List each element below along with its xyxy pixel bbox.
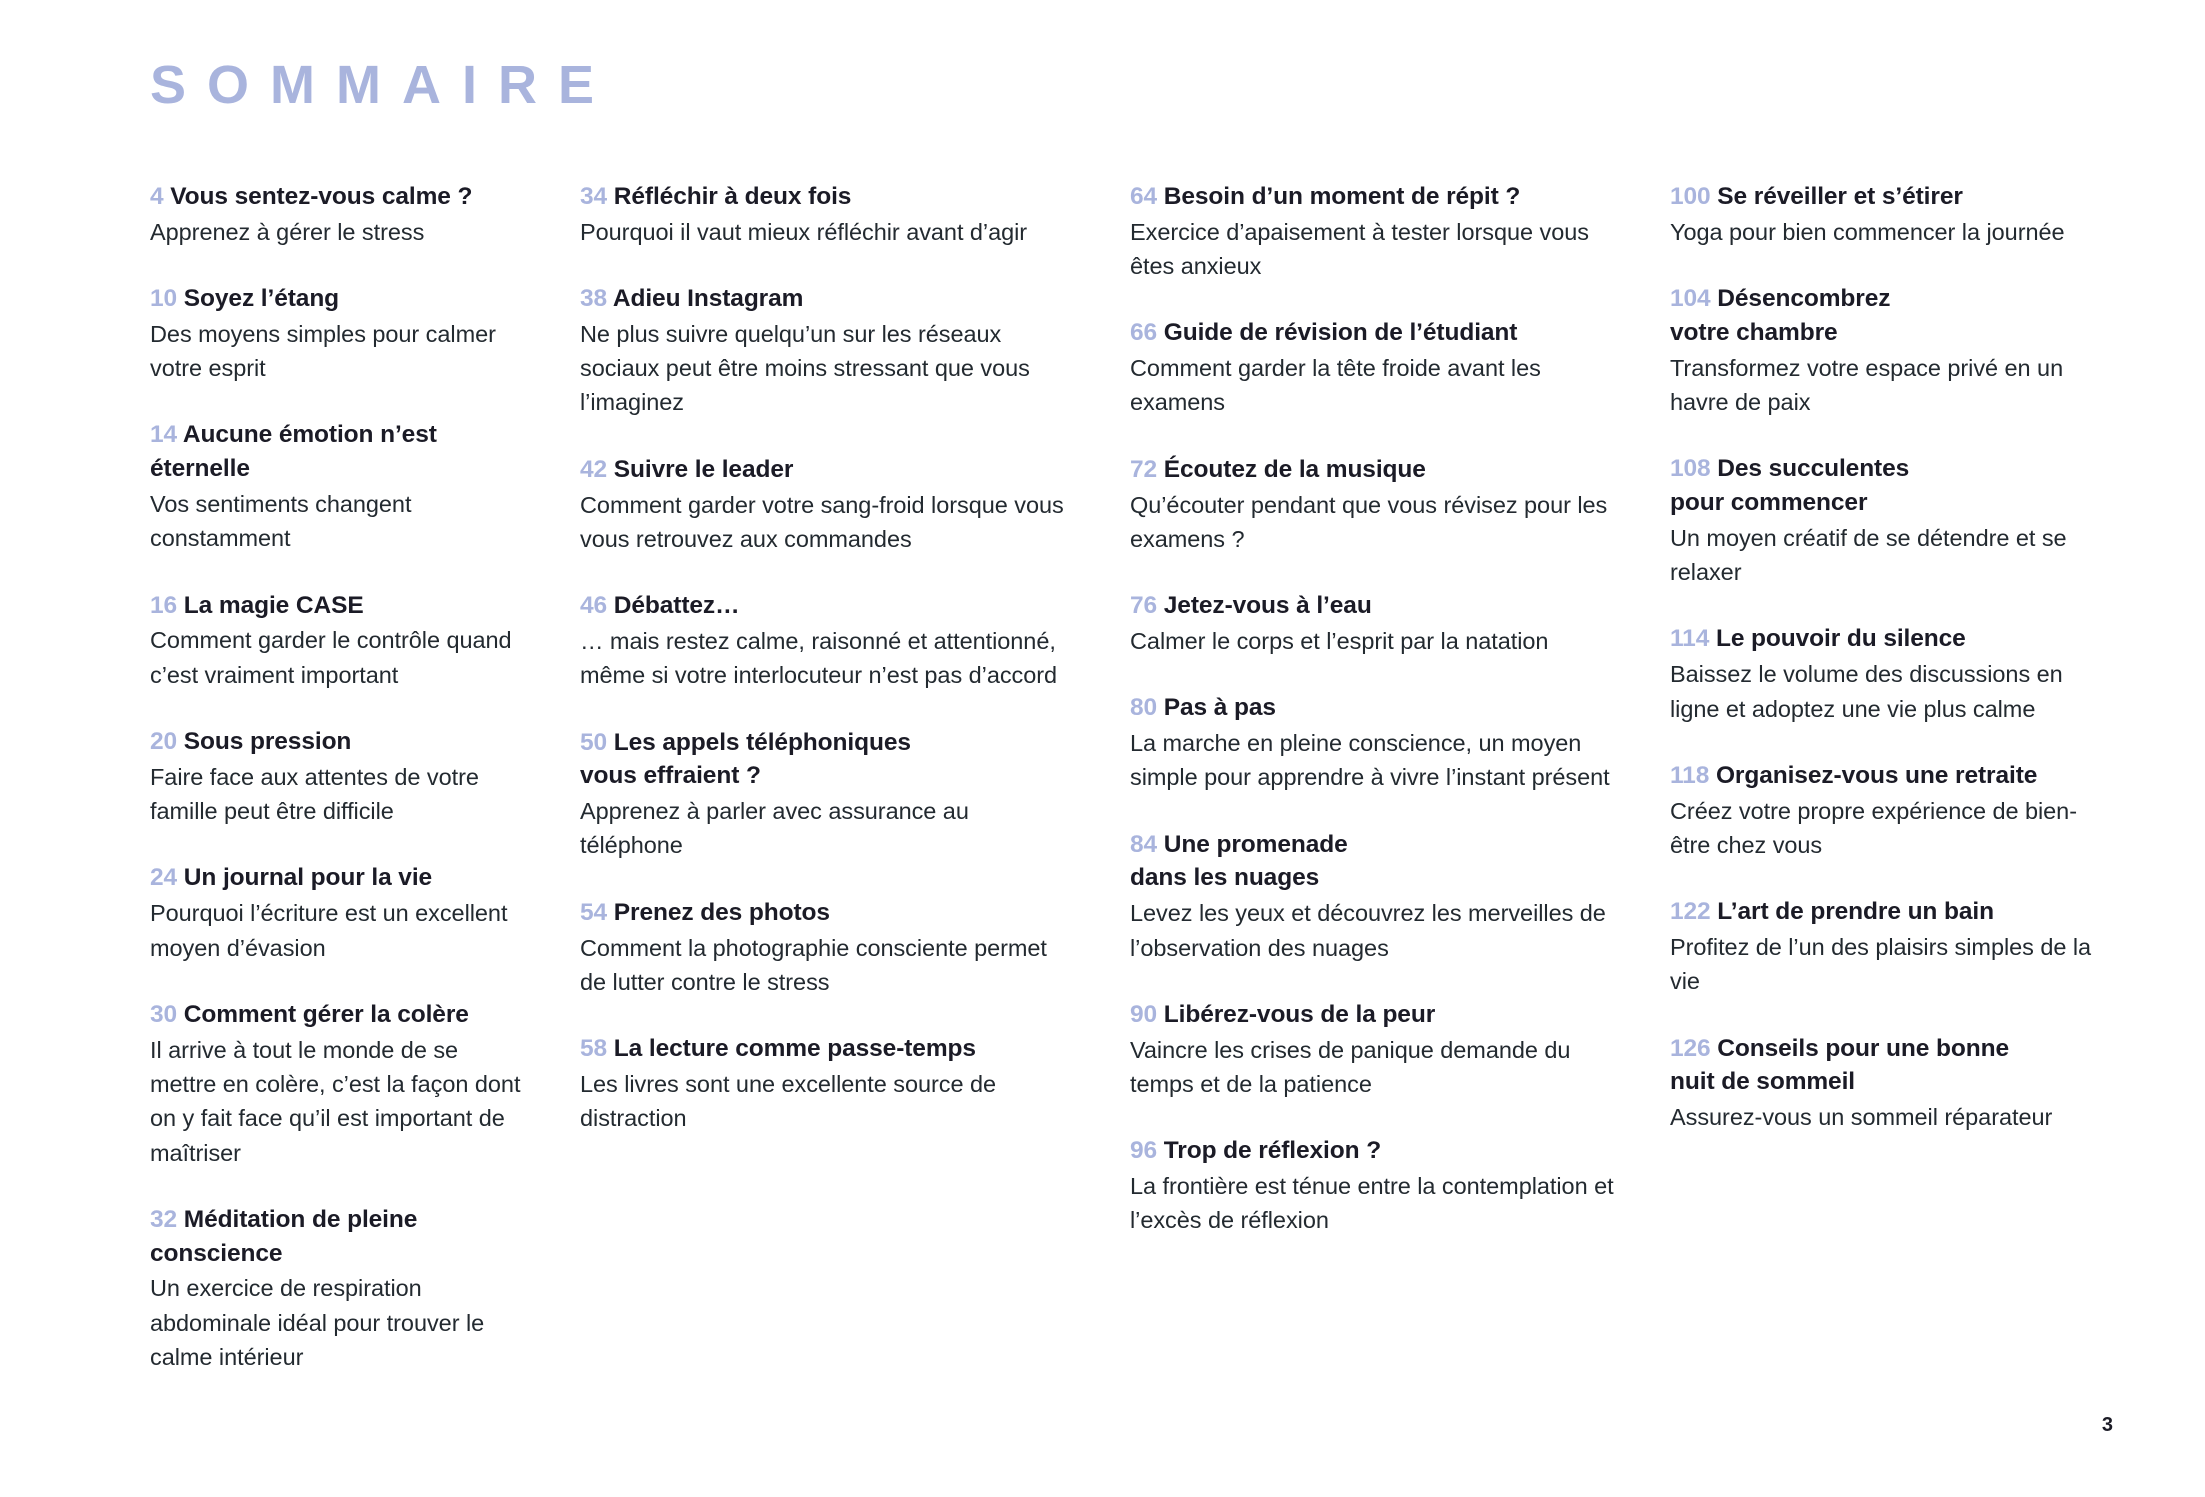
toc-entry[interactable] [1130, 691, 1622, 794]
toc-entry-heading [580, 896, 1070, 930]
toc-entry-page-number[interactable]: 32 [150, 1205, 178, 1233]
page-title: SOMMAIRE [150, 55, 615, 115]
toc-entry-title: Adieu Instagram [612, 285, 804, 313]
toc-entry-page-number[interactable]: 46 [580, 592, 608, 620]
toc-entry-page-number[interactable]: 72 [1130, 455, 1158, 483]
toc-entry-page-number[interactable]: 30 [150, 1000, 178, 1028]
toc-entry-description: Vaincre les crises de panique demande du temps et de la patience [1130, 1036, 1571, 1097]
toc-entry[interactable] [150, 725, 528, 828]
toc-entry-page-number[interactable]: 126 [1670, 1034, 1711, 1062]
toc-entry-heading [1670, 622, 2110, 656]
toc-entry-description: Apprenez à gérer le stress [150, 218, 425, 245]
toc-entry-page-number[interactable]: 108 [1670, 455, 1711, 483]
toc-entry[interactable] [580, 180, 1070, 249]
toc-entry[interactable] [1130, 828, 1622, 965]
toc-entry[interactable] [1130, 998, 1622, 1101]
toc-entry-title: Débattez… [613, 592, 740, 620]
toc-entry-description: Vos sentiments changent constamment [150, 491, 412, 552]
toc-entry-title: Besoin d’un moment de répit ? [1163, 183, 1521, 210]
toc-entry[interactable] [580, 726, 1070, 863]
toc-entry-heading [1670, 1032, 2110, 1066]
toc-entry-page-number[interactable]: 114 [1670, 625, 1710, 653]
toc-column-2 [580, 180, 1130, 1374]
toc-entry-title-line2: nuit de sommeil [1670, 1068, 1856, 1096]
toc-entry-heading [1130, 589, 1622, 623]
toc-entry-title: Méditation de pleine [183, 1205, 418, 1233]
toc-entry-description: Comment garder la tête froide avant les examens [1130, 355, 1541, 416]
toc-entry-title: La lecture comme passe-temps [613, 1035, 976, 1063]
toc-entry-description: Calmer le corps et l’esprit par la natation [1130, 627, 1549, 654]
toc-entry-page-number[interactable]: 84 [1130, 830, 1158, 858]
toc-entry-description: Transformez votre espace privé en un havre de paix [1670, 354, 2064, 415]
toc-entry-title: Réfléchir à deux fois [613, 183, 852, 210]
toc-entry[interactable] [1670, 622, 2110, 725]
toc-entry-title: Vous sentez-vous calme ? [170, 183, 473, 210]
toc-entry-page-number[interactable]: 64 [1130, 183, 1158, 210]
toc-entry-title: Écoutez de la musique [1163, 455, 1426, 483]
toc-entry-page-number[interactable]: 4 [150, 183, 164, 210]
toc-entry-title: Comment gérer la colère [183, 1000, 469, 1028]
toc-entry-page-number[interactable]: 16 [150, 591, 178, 619]
toc-entry-heading [150, 998, 528, 1032]
toc-entry-heading [580, 726, 1070, 760]
toc-entry[interactable] [150, 589, 528, 692]
toc-entry-description: Faire face aux attentes de votre famille peut être difficile [150, 763, 479, 825]
toc-entry-heading [150, 180, 528, 214]
toc-entry-title: Le pouvoir du silence [1715, 625, 1966, 653]
toc-entry[interactable] [580, 589, 1070, 692]
toc-entry[interactable] [1670, 452, 2110, 589]
toc-entry-description: Apprenez à parler avec assurance au téléphone [580, 798, 969, 859]
toc-entry-page-number[interactable]: 20 [150, 728, 178, 756]
toc-entry[interactable] [1670, 759, 2110, 862]
toc-entry-title: L’art de prendre un bain [1717, 898, 1994, 926]
toc-entry-page-number[interactable]: 54 [580, 898, 608, 926]
toc-entry-description: Yoga pour bien commencer la journée [1670, 218, 2065, 245]
toc-entry-description: Baissez le volume des discussions en ligne et adoptez une vie plus calme [1670, 661, 2063, 722]
toc-entry-description: Levez les yeux et découvrez les merveilles de l’observation des nuages [1130, 900, 1606, 961]
toc-entry[interactable] [150, 282, 528, 385]
toc-entry-heading [150, 589, 528, 623]
toc-entry[interactable] [1130, 453, 1622, 556]
toc-entry[interactable] [1670, 1032, 2110, 1135]
toc-entry-title: Conseils pour une bonne [1717, 1034, 2010, 1062]
toc-entry-description: Comment garder votre sang-froid lorsque vous vous retrouvez aux commandes [580, 491, 1064, 552]
toc-entry-description: … mais restez calme, raisonné et attentionné, même si votre interlocuteur n’est pas d’accord [580, 627, 1058, 689]
toc-entry-heading [1670, 452, 2110, 486]
toc-entry[interactable] [150, 418, 528, 555]
toc-entry[interactable] [580, 896, 1070, 999]
toc-entry-heading [1130, 828, 1622, 862]
toc-entry-page-number[interactable]: 90 [1130, 1000, 1158, 1028]
toc-column-4 [1670, 180, 2110, 1374]
toc-entry-title: Se réveiller et s’étirer [1717, 183, 1963, 210]
toc-entry-page-number[interactable]: 104 [1670, 285, 1711, 313]
toc-entry-heading [1670, 895, 2110, 929]
toc-entry-heading [1130, 998, 1622, 1032]
toc-entry[interactable] [1130, 316, 1622, 419]
toc-entry-title-line2: vous effraient ? [580, 762, 761, 790]
toc-column-1 [150, 180, 580, 1374]
toc-entry-heading [1670, 759, 2110, 793]
toc-entry-heading [1130, 453, 1622, 487]
toc-entry-title: Prenez des photos [613, 898, 830, 926]
toc-entry-page-number[interactable]: 122 [1670, 898, 1711, 926]
toc-entry-title: Libérez-vous de la peur [1163, 1000, 1436, 1028]
toc-entry-description: Pourquoi il vaut mieux réfléchir avant d’agir [580, 218, 1028, 245]
toc-entry-heading [580, 180, 1070, 214]
toc-entry-title: Les appels téléphoniques [613, 728, 911, 756]
toc-entry-description: Comment la photographie consciente permet de lutter contre le stress [580, 934, 1047, 995]
toc-entry-title: Aucune émotion n’est éternelle [150, 421, 437, 483]
toc-entry[interactable] [1670, 180, 2110, 249]
toc-entry-description: Exercice d’apaisement à tester lorsque vous êtes anxieux [1130, 218, 1589, 280]
toc-entry-heading [150, 725, 528, 759]
toc-entry-title: Guide de révision de l’étudiant [1163, 319, 1518, 347]
toc-entry-page-number[interactable]: 42 [580, 455, 608, 483]
toc-entry-description: Pourquoi l’écriture est un excellent moyen d’évasion [150, 900, 508, 961]
toc-entry-title-line2: pour commencer [1670, 489, 1868, 517]
toc-entry-heading [580, 1032, 1070, 1066]
toc-entry[interactable] [150, 180, 528, 249]
toc-entry-page-number[interactable]: 38 [580, 285, 608, 313]
toc-entry-title: Organisez-vous une retraite [1715, 761, 2038, 789]
toc-entry-description: Ne plus suivre quelqu’un sur les réseaux sociaux peut être moins stressant que vous l’imaginez [580, 320, 1030, 416]
toc-entry-title: Désencombrez [1717, 285, 1891, 313]
toc-entry-title-line2: votre chambre [1670, 318, 1838, 346]
toc-entry-title: Sous pression [183, 728, 352, 756]
toc-entry[interactable] [1670, 282, 2110, 419]
toc-entry-description: Comment garder le contrôle quand c’est vraiment important [150, 627, 512, 688]
toc-entry-page-number[interactable]: 66 [1130, 319, 1158, 347]
toc-column-3 [1130, 180, 1670, 1374]
toc-entry-title: Trop de réflexion ? [1163, 1137, 1382, 1165]
toc-entry-page-number[interactable]: 10 [150, 285, 178, 313]
toc-entry-page-number[interactable]: 50 [580, 728, 608, 756]
toc-entry-heading [150, 282, 528, 316]
toc-entry-heading [1130, 691, 1622, 725]
toc-entry-title-line2: conscience [150, 1239, 283, 1267]
toc-entry-page-number[interactable]: 100 [1670, 183, 1711, 210]
toc-entry-description: Des moyens simples pour calmer votre esprit [150, 320, 496, 382]
toc-entry-heading [150, 861, 528, 895]
toc-entry[interactable] [1130, 589, 1622, 658]
toc-entry-title: Soyez l’étang [183, 285, 340, 313]
toc-entry-heading [1130, 180, 1622, 214]
toc-entry-heading [580, 453, 1070, 487]
toc-entry[interactable] [1130, 180, 1622, 283]
toc-entry-description: Un moyen créatif de se détendre et se relaxer [1670, 524, 2067, 586]
toc-columns [150, 180, 2110, 1374]
toc-entry[interactable] [150, 998, 528, 1170]
toc-entry[interactable] [150, 861, 528, 964]
toc-entry-heading [580, 282, 1070, 316]
toc-entry-page-number[interactable]: 24 [150, 864, 178, 892]
toc-entry-heading [1130, 316, 1622, 350]
toc-entry-description: Créez votre propre expérience de bien-être chez vous [1670, 797, 2077, 858]
toc-entry-page-number[interactable]: 14 [150, 421, 178, 449]
toc-entry-heading [1670, 282, 2110, 316]
toc-entry-description: Qu’écouter pendant que vous révisez pour les examens ? [1130, 491, 1608, 552]
toc-entry-title: Un journal pour la vie [183, 864, 433, 892]
toc-entry-heading [580, 589, 1070, 623]
toc-entry[interactable] [1130, 1134, 1622, 1237]
toc-entry-description: Assurez-vous un sommeil réparateur [1670, 1104, 2053, 1131]
toc-entry-description: La marche en pleine conscience, un moyen simple pour apprendre à vivre l’instant présent [1130, 730, 1610, 791]
toc-entry-page-number[interactable]: 76 [1130, 592, 1158, 620]
toc-entry-title: Suivre le leader [613, 455, 794, 483]
toc-entry-heading [1130, 1134, 1622, 1168]
toc-entry[interactable] [580, 282, 1070, 420]
toc-entry-title: Jetez-vous à l’eau [1163, 592, 1372, 620]
toc-entry-page-number[interactable]: 96 [1130, 1137, 1158, 1165]
toc-entry-description: La frontière est ténue entre la contemplation et l’excès de réflexion [1130, 1173, 1614, 1234]
toc-entry[interactable] [1670, 895, 2110, 998]
toc-entry-description: Un exercice de respiration abdominale idéal pour trouver le calme intérieur [150, 1275, 485, 1371]
toc-entry-title: Pas à pas [1163, 694, 1276, 722]
toc-entry[interactable] [580, 453, 1070, 556]
toc-entry-heading [150, 418, 528, 486]
toc-entry-page-number[interactable]: 118 [1670, 761, 1710, 789]
toc-entry-page-number[interactable]: 34 [580, 183, 608, 210]
toc-entry-description: Profitez de l’un des plaisirs simples de la vie [1670, 934, 2092, 995]
toc-entry-title: La magie CASE [183, 591, 364, 619]
toc-entry-page-number[interactable]: 58 [580, 1035, 608, 1063]
toc-entry-title: Des succulentes [1717, 455, 1910, 483]
toc-entry[interactable] [150, 1203, 528, 1374]
toc-entry-description: Il arrive à tout le monde de se mettre en colère, c’est la façon dont on y fait face qu’il est important de maîtriser [150, 1036, 521, 1166]
toc-entry-title: Une promenade [1163, 830, 1348, 858]
toc-entry-description: Les livres sont une excellente source de distraction [580, 1070, 997, 1132]
toc-entry-heading [150, 1203, 528, 1237]
toc-entry[interactable] [580, 1032, 1070, 1135]
toc-entry-title-line2: dans les nuages [1130, 864, 1320, 892]
toc-entry-page-number[interactable]: 80 [1130, 694, 1158, 722]
toc-entry-heading [1670, 180, 2110, 214]
folio-page-number: 3 [2101, 1414, 2113, 1436]
